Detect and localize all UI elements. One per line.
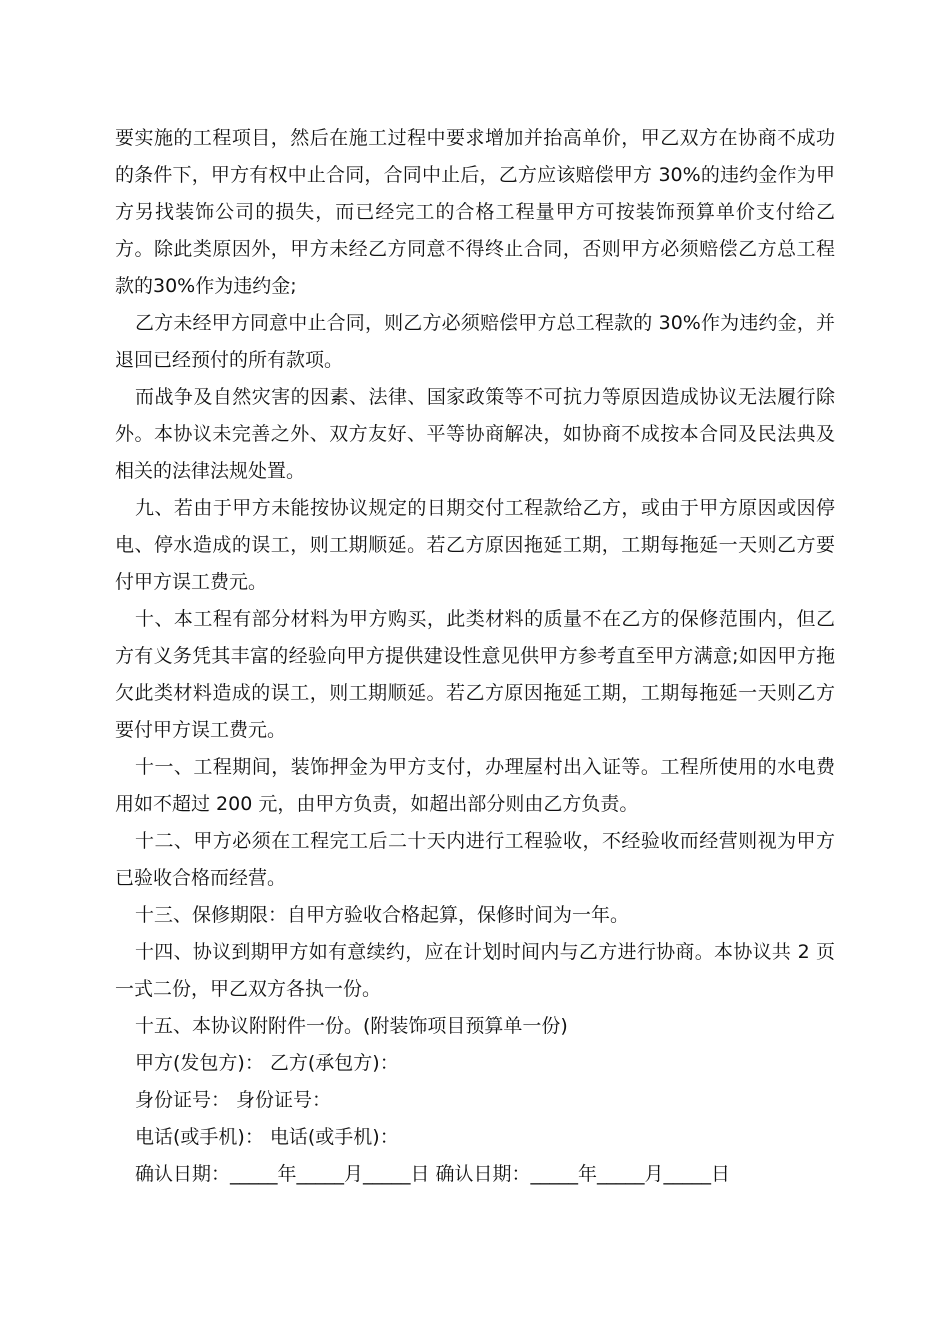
clause-11: 十一、工程期间，装饰押金为甲方支付，办理屋村出入证等。工程所使用的水电费用如不超过 200 元，由甲方负责，如超出部分则由乙方负责。 [115,756,835,815]
signature-phone-line: 电话(或手机)： 电话(或手机)： [135,1126,399,1148]
signature-date-line: 确认日期：_____年_____月_____日 确认日期：_____年_____月_____日 [135,1163,731,1185]
clause-12: 十二、甲方必须在工程完工后二十天内进行工程验收，不经验收而经营则视为甲方已验收合格而经营。 [115,830,835,889]
signature-parties-line: 甲方(发包方)： 乙方(承包方)： [135,1052,399,1074]
clause-9: 九、若由于甲方未能按协议规定的日期交付工程款给乙方，或由于甲方原因或因停电、停水造成的误工，则工期顺延。若乙方原因拖延工期，工期每拖延一天则乙方要付甲方误工费元。 [115,497,835,593]
clause-14: 十四、协议到期甲方如有意续约，应在计划时间内与乙方进行协商。本协议共 2 页一式二份，甲乙双方各执一份。 [115,941,835,1000]
clause-10: 十、本工程有部分材料为甲方购买，此类材料的质量不在乙方的保修范围内，但乙方有义务凭其丰富的经验向甲方提供建设性意见供甲方参考直至甲方满意;如因甲方拖欠此类材料造成的误工，则工期顺延。若乙方原因拖延工期，工期每拖延一天则乙方要付甲方误工费元。 [115,608,835,741]
paragraph-continuation: 要实施的工程项目，然后在施工过程中要求增加并抬高单价，甲乙双方在协商不成功的条件下，甲方有权中止合同，合同中止后，乙方应该赔偿甲方 30%的违约金作为甲方另找装饰公司的损失，而已经完工的合格工程量甲方可按装饰预算单价支付给乙方。除此类原因外，甲方未经乙方同意不得终止合同，否则甲方必须赔偿乙方总工程款的30%作为违约金; [115,127,835,297]
signature-id-line: 身份证号： 身份证号： [135,1089,332,1111]
document-body [115,120,835,1193]
paragraph-party-b-termination: 乙方未经甲方同意中止合同，则乙方必须赔偿甲方总工程款的 30%作为违约金，并退回已经预付的所有款项。 [115,312,835,371]
clause-13: 十三、保修期限：自甲方验收合格起算，保修时间为一年。 [135,904,630,926]
clause-15: 十五、本协议附附件一份。(附装饰项目预算单一份) [135,1015,568,1037]
paragraph-force-majeure: 而战争及自然灾害的因素、法律、国家政策等不可抗力等原因造成协议无法履行除外。本协议未完善之外、双方友好、平等协商解决，如协商不成按本合同及民法典及相关的法律法规处置。 [115,386,835,482]
